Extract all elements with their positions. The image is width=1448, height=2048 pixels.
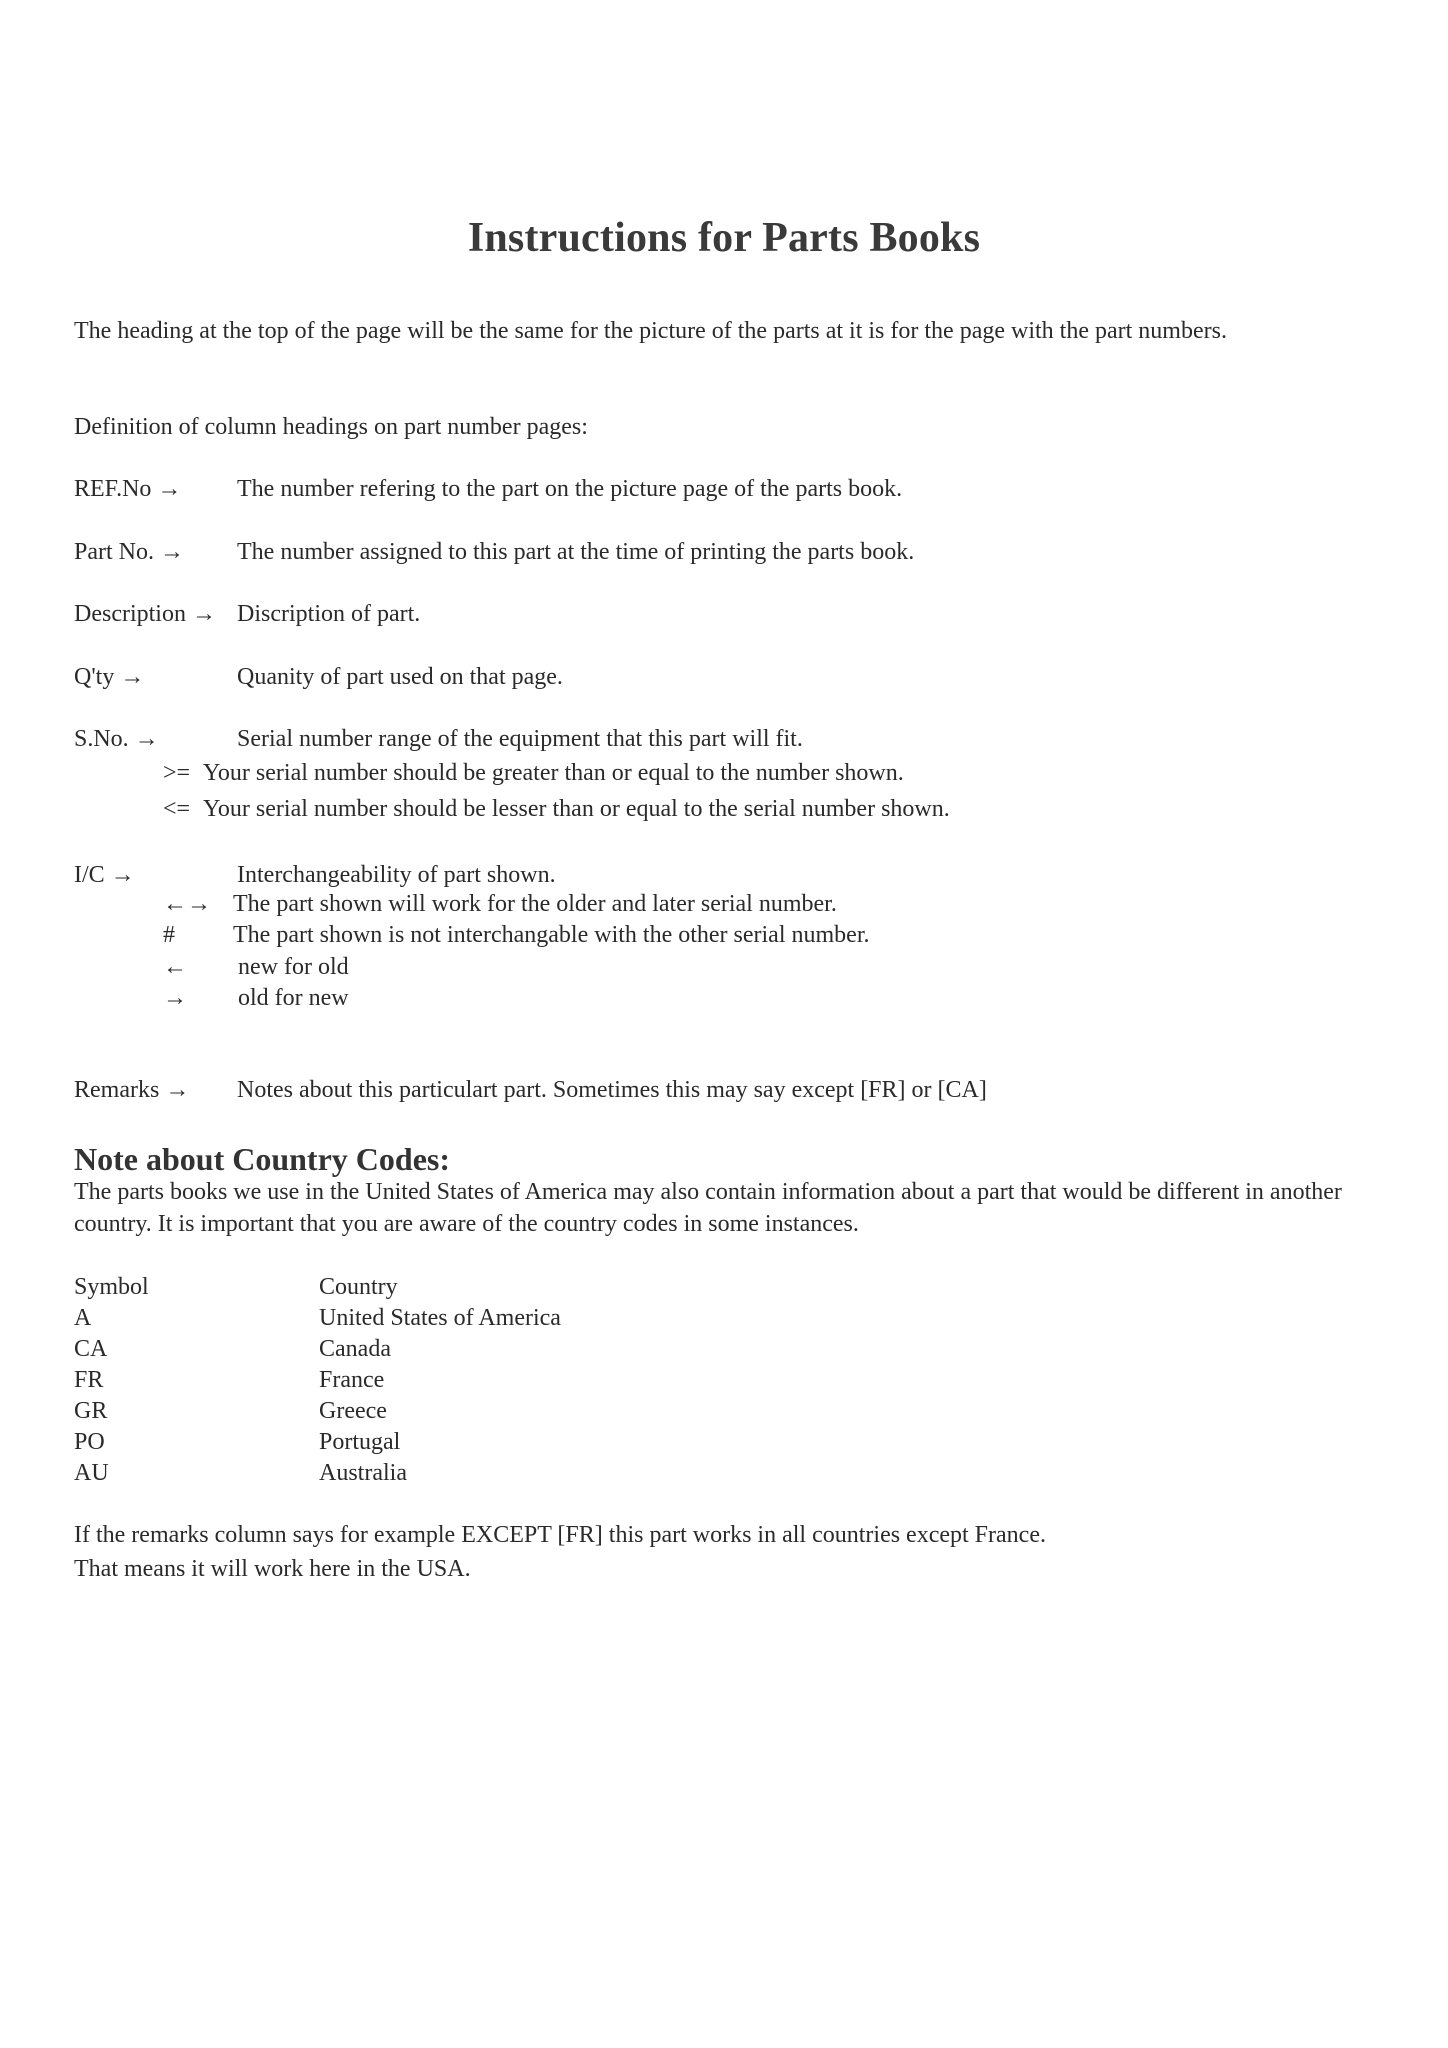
definition-term: Remarks → <box>74 1077 190 1103</box>
symbol-column-header: Symbol <box>74 1274 149 1300</box>
definition-term: REF.No → <box>74 476 182 502</box>
definition-term: I/C → <box>74 862 135 888</box>
country-symbol: FR <box>74 1367 104 1393</box>
country-symbol: AU <box>74 1460 109 1486</box>
definition-term: S.No. → <box>74 726 159 752</box>
serial-note-lte <box>163 793 950 825</box>
definition-desc: The number refering to the part on the picture page of the parts book. <box>237 476 903 502</box>
ic-note-text: old for new <box>238 985 349 1011</box>
definition-term: Q'ty → <box>74 664 145 690</box>
ic-note-old-for-new <box>163 982 349 1014</box>
definition-desc: Interchangeability of part shown. <box>237 862 556 888</box>
country-name: United States of America <box>319 1305 561 1331</box>
ic-note-symbol: # <box>163 922 175 948</box>
ic-note-not-interchangeable <box>163 919 870 951</box>
serial-note-text: Your serial number should be greater than or equal to the number shown. <box>203 760 904 786</box>
serial-note-text: Your serial number should be lesser than or equal to the serial number shown. <box>203 796 950 822</box>
definition-desc: Serial number range of the equipment that this part will fit. <box>237 726 803 752</box>
country-symbol: GR <box>74 1398 108 1424</box>
serial-note-symbol: <= <box>163 796 191 822</box>
ic-note-both-ways <box>163 888 837 920</box>
footer-line: That means it will work here in the USA. <box>74 1556 471 1582</box>
ic-note-new-for-old <box>163 951 349 983</box>
definition-desc: Quanity of part used on that page. <box>237 664 563 690</box>
definition-desc: The number assigned to this part at the time of printing the parts book. <box>237 539 915 565</box>
definition-desc: Notes about this particulart part. Sometimes this may say except [FR] or [CA] <box>237 1077 987 1103</box>
country-name: Portugal <box>319 1429 401 1455</box>
footer-line: If the remarks column says for example EXCEPT [FR] this part works in all countries except France. <box>74 1522 1046 1548</box>
serial-note-gte <box>163 757 904 789</box>
definitions-heading: Definition of column headings on part number pages: <box>74 414 588 440</box>
country-name: Canada <box>319 1336 391 1362</box>
definition-desc: Discription of part. <box>237 601 421 627</box>
country-column-header: Country <box>319 1274 398 1300</box>
ic-note-text: The part shown will work for the older and later serial number. <box>233 891 837 917</box>
page-title: Instructions for Parts Books <box>467 215 981 261</box>
country-name: Greece <box>319 1398 387 1424</box>
intro-paragraph: The heading at the top of the page will be the same for the picture of the parts at it is for the page with the part numbers. <box>74 318 1227 344</box>
country-codes-footer <box>74 1518 1344 1586</box>
ic-note-text: The part shown is not interchangable with the other serial number. <box>233 922 870 948</box>
country-symbol: CA <box>74 1336 108 1362</box>
definition-term: Description → <box>74 601 216 627</box>
serial-note-symbol: >= <box>163 760 191 786</box>
definition-term: Part No. → <box>74 539 184 565</box>
country-symbol: A <box>74 1305 92 1331</box>
ic-note-symbol: → <box>163 985 187 1011</box>
ic-note-symbol: ← <box>163 954 187 980</box>
ic-note-symbol: ←→ <box>163 891 211 917</box>
country-name: France <box>319 1367 385 1393</box>
country-codes-paragraph: The parts books we use in the United States of America may also contain information about a part that would be different in another country. It is important that you are aware of the country codes in some instances. <box>74 1179 1342 1237</box>
ic-note-text: new for old <box>238 954 349 980</box>
country-name: Australia <box>319 1460 407 1486</box>
country-codes-heading: Note about Country Codes: <box>74 1141 450 1177</box>
country-symbol: PO <box>74 1429 105 1455</box>
